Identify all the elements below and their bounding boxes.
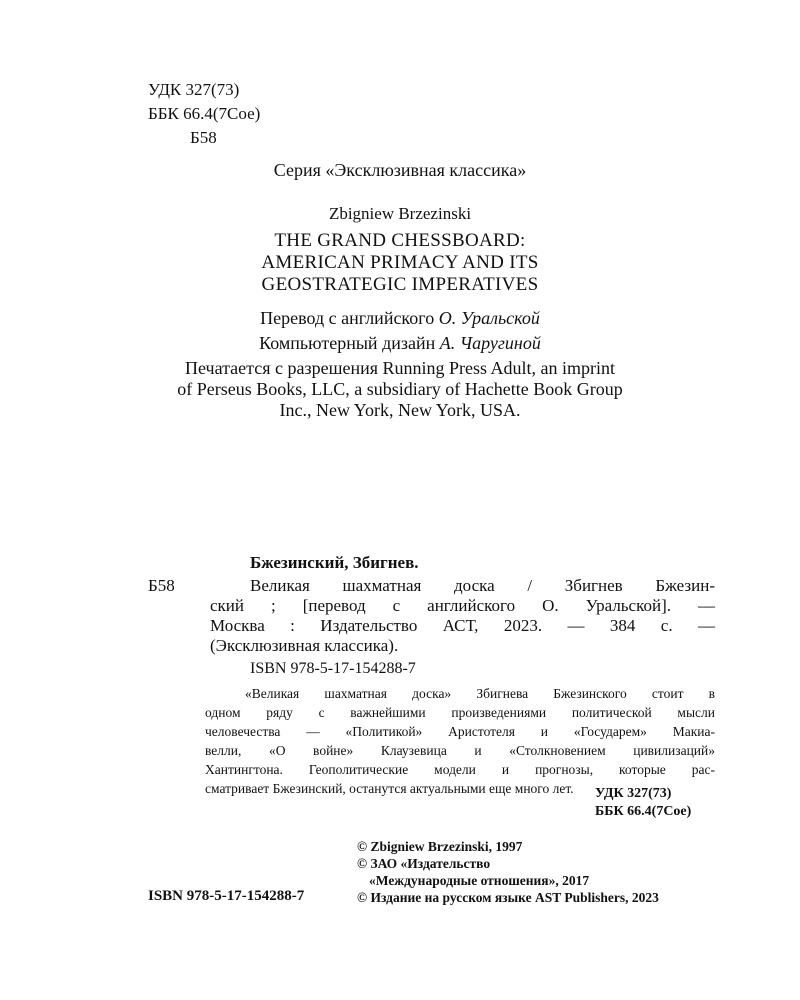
classification-codes [148, 78, 260, 150]
permission-line: Inc., New York, New York, USA. [279, 400, 521, 420]
annotation [205, 684, 715, 798]
design-credit [0, 333, 800, 354]
bibliographic-code: Б58 [148, 576, 175, 595]
description-line: Москва : Издательство АСТ, 2023. — 384 с. — [210, 616, 715, 635]
title-line: GEOSTRATEGIC IMPERATIVES [261, 274, 539, 295]
copyright-line: © Издание на русском языке AST Publishers, 2023 [357, 890, 659, 905]
bbk-code: ББК 66.4(7Сое) [148, 104, 261, 123]
annotation-line: велли, «О войне» Клаузевица и «Столкновением цивилизаций» [205, 743, 715, 758]
original-title [0, 230, 800, 296]
copyright-line: © ЗАО «Издательство [357, 856, 491, 871]
translation-credit [0, 308, 800, 329]
designer-name: А. Чаругиной [439, 333, 541, 353]
original-author: Zbigniew Brzezinski [328, 204, 472, 223]
title-line: THE GRAND CHESSBOARD: [274, 230, 526, 251]
permission-notice [0, 358, 800, 421]
copyright-line: «Международные отношения», 2017 [369, 873, 590, 888]
title-line: AMERICAN PRIMACY AND ITS [261, 252, 539, 273]
translator-name: О. Уральской [438, 308, 540, 328]
series-line: Серия «Эксклюзивная классика» [273, 160, 527, 180]
copyright-notices [357, 838, 659, 906]
annotation-line: сматривает Бжезинский, останутся актуальными еще много лет. [205, 781, 574, 796]
permission-line: of Perseus Books, LLC, a subsidiary of Hachette Book Group [177, 379, 623, 399]
annotation-line: Хантингтона. Геополитические модели и прогнозы, которые рас- [205, 762, 715, 777]
description-line: ский ; [перевод с английского О. Уральской]. — [210, 596, 715, 615]
classification-codes-right [595, 785, 691, 821]
isbn-bottom: ISBN 978-5-17-154288-7 [148, 888, 305, 904]
bbk-code: ББК 66.4(7Сое) [595, 804, 692, 819]
translation-label: Перевод с английского [260, 308, 435, 328]
description-line: Великая шахматная доска / Збигнев Бжезин- [250, 576, 715, 595]
bibliographic-description [210, 576, 715, 656]
udk-code: УДК 327(73) [595, 786, 672, 801]
annotation-line: человечества — «Политикой» Аристотеля и «Государем» Макиа- [205, 724, 715, 739]
description-line: (Эксклюзивная классика). [210, 636, 399, 655]
udk-code: УДК 327(73) [148, 80, 240, 99]
design-label: Компьютерный дизайн [259, 333, 436, 353]
annotation-line: одном ряду с важнейшими произведениями политической мысли [205, 705, 715, 720]
permission-line: Печатается с разрешения Running Press Adult, an imprint [184, 358, 615, 378]
bibliographic-author: Бжезинский, Збигнев. [250, 553, 419, 572]
annotation-line: «Великая шахматная доска» Збигнева Бжезинского стоит в [245, 686, 715, 701]
copyright-line: © Zbigniew Brzezinski, 1997 [357, 839, 523, 854]
bibliographic-isbn: ISBN 978-5-17-154288-7 [250, 660, 416, 677]
author-sign: Б58 [190, 128, 217, 147]
